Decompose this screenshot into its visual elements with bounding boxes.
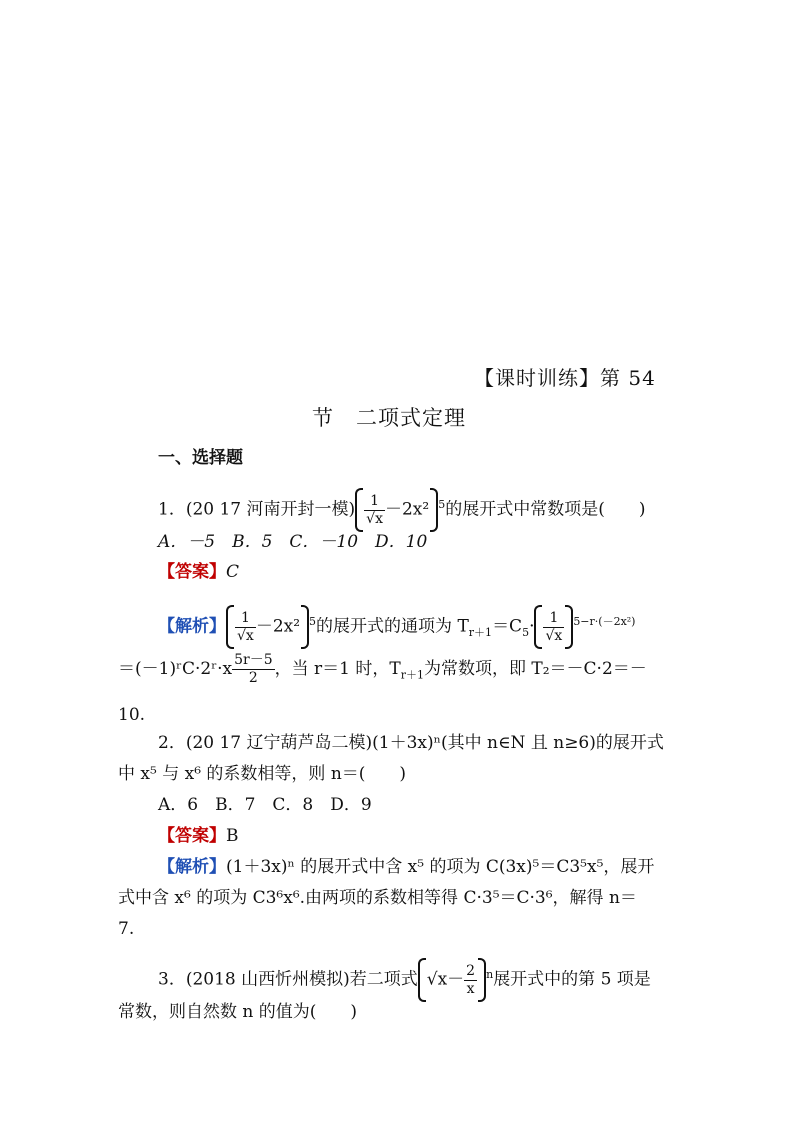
q1-answer: 【答案】C xyxy=(158,562,240,582)
q2-stem-line2: 中 x⁵ 与 x⁶ 的系数相等，则 n＝( ) xyxy=(118,764,407,784)
q1-stem: 1．(20 17 河南开封一模) $\frac{1}{√x}$ －2x² $^5$的展开式中常数项是( ) xyxy=(158,488,728,532)
section-heading: 一、选择题 xyxy=(158,448,243,468)
page-title-line1: 【课时训练】第 54 xyxy=(474,366,656,390)
q1-explain-line2: ＝(－1)ʳC·2ʳ·x $\frac{5r-5}{2}$ ，当 r＝1 时，$T_{r+1}$为常数项，即 T₂＝－C·2＝－ xyxy=(118,652,647,686)
q1-prefix: 1．(20 17 河南开封一模) xyxy=(158,499,356,520)
q2-stem-line1: 2．(20 17 辽宁葫芦岛二模)(1＋3x)ⁿ(其中 n∈N 且 n≥6)的展开式 xyxy=(158,733,664,753)
answer-label: 【答案】 xyxy=(158,562,226,582)
q2-answer: 【答案】B xyxy=(158,826,239,846)
q1-fraction: $\frac{1}{√x}$ xyxy=(366,492,383,527)
q2-explain-line3: 7. xyxy=(118,919,135,939)
q2-explain-line1: 【解析】(1＋3x)ⁿ 的展开式中含 x⁵ 的项为 C(3x)⁵＝C3⁵x⁵，展开 xyxy=(158,857,655,877)
q3-stem-line2: 常数，则自然数 n 的值为( ) xyxy=(118,1002,358,1022)
q3-stem-line1: 3．(2018 山西忻州模拟)若二项式 √x－ $\frac{2}{x}$ $^n$展开式中的第 5 项是 xyxy=(158,958,728,1002)
q1-options: A．－5 B．5 C．－10 D．10 xyxy=(158,532,428,552)
q2-explain-line2: 式中含 x⁶ 的项为 C3⁶x⁶.由两项的系数相等得 C·3⁵＝C·3⁶，解得 n＝ xyxy=(118,888,637,908)
q1-explain-line1: 【解析】 $\frac{1}{√x}$ －2x² $^5$的展开式的通项为 $T_{r+1}=C_5\cdot$ $\frac{1}{√x}$ $^{5-r\cdot(-2x^2)}$ xyxy=(158,605,728,649)
q1-explain-line3: 10. xyxy=(118,705,146,725)
explain-label: 【解析】 xyxy=(158,616,226,637)
page-title-line2: 节 二项式定理 xyxy=(312,406,466,430)
q2-options: A．6 B．7 C．8 D．9 xyxy=(158,795,372,815)
q1-suffix: 的展开式中常数项是( ) xyxy=(445,499,646,520)
